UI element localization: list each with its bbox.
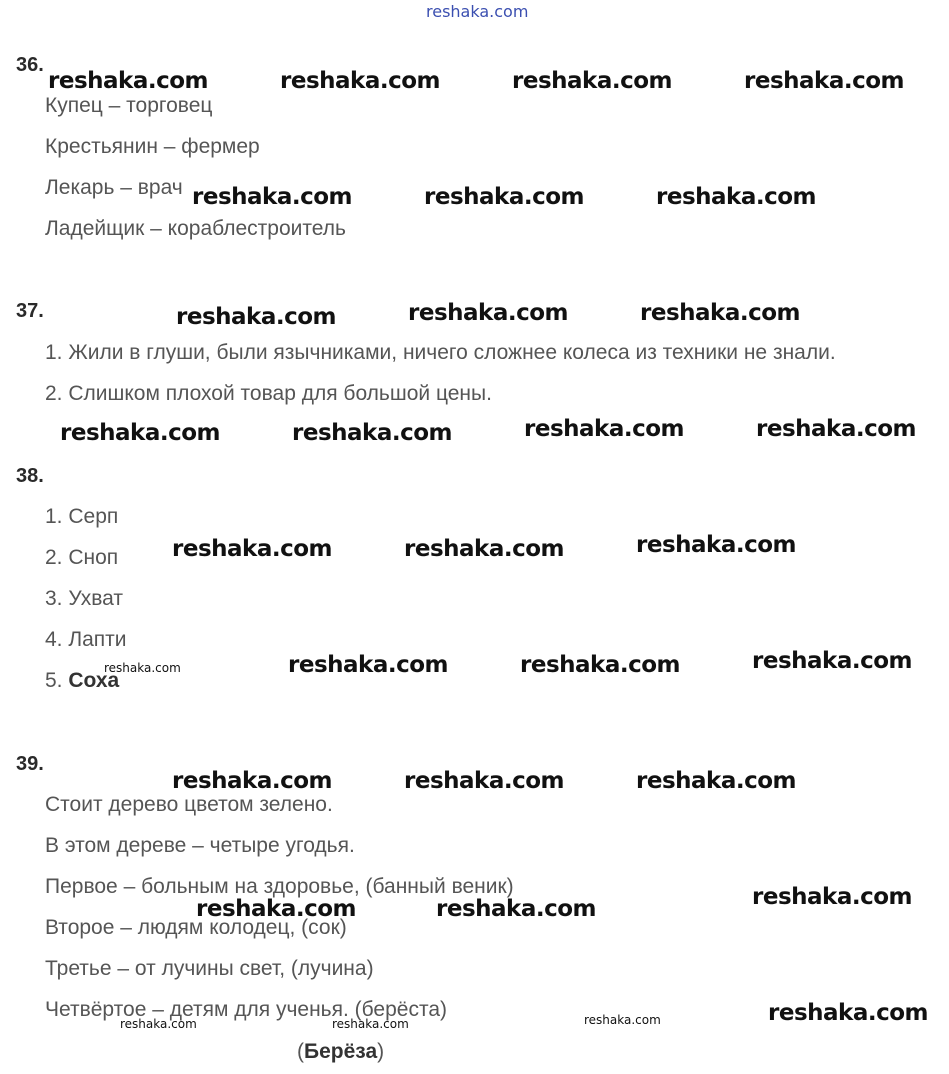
watermark: reshaka.com <box>196 896 356 922</box>
watermark-small: reshaka.com <box>332 1017 409 1031</box>
watermark: reshaka.com <box>768 1000 928 1026</box>
watermark: reshaka.com <box>408 300 568 326</box>
section-39-line-4: Второе – людям колодец, (сок) <box>45 916 347 939</box>
section-38-line-4: 4. Лапти <box>45 628 127 651</box>
watermark: reshaka.com <box>404 536 564 562</box>
section-37-number: 37. <box>16 300 44 322</box>
watermark: reshaka.com <box>656 184 816 210</box>
section-39-line-6: Четвёртое – детям для ученья. (берёста) <box>45 998 448 1021</box>
watermark: reshaka.com <box>436 896 596 922</box>
section-39-answer <box>297 1040 384 1064</box>
section-37-line-2: 2. Слишком плохой товар для большой цены. <box>45 382 492 405</box>
section-36-number: 36. <box>16 54 44 76</box>
section-37-line-1: 1. Жили в глуши, были язычниками, ничего сложнее колеса из техники не знали. <box>45 341 836 364</box>
section-39-line-5: Третье – от лучины свет, (лучина) <box>45 957 374 980</box>
watermark: reshaka.com <box>172 536 332 562</box>
section-39-number: 39. <box>16 753 44 775</box>
watermark: reshaka.com <box>520 652 680 678</box>
section-39-line-3: Первое – больным на здоровье, (банный веник) <box>45 875 514 898</box>
watermark: reshaka.com <box>292 420 452 446</box>
watermark: reshaka.com <box>744 68 904 94</box>
section-38-line-3: 3. Ухват <box>45 587 124 610</box>
section-38-line-2: 2. Сноп <box>45 546 119 569</box>
watermark: reshaka.com <box>512 68 672 94</box>
watermark: reshaka.com <box>280 68 440 94</box>
section-39-answer-close: ) <box>377 1040 385 1063</box>
watermark: reshaka.com <box>48 68 208 94</box>
watermark: reshaka.com <box>636 768 796 794</box>
section-39-line-1: Стоит дерево цветом зелено. <box>45 793 333 816</box>
section-36-line-3: Лекарь – врач <box>45 176 183 199</box>
section-38-line-5-prefix: 5. <box>45 669 69 692</box>
section-36-line-1: Купец – торговец <box>45 94 213 117</box>
section-38-line-5-bold: Соха <box>68 669 120 692</box>
site-header-link[interactable]: reshaka.com <box>426 2 529 21</box>
watermark: reshaka.com <box>756 416 916 442</box>
watermark: reshaka.com <box>524 416 684 442</box>
section-38-number: 38. <box>16 465 44 487</box>
watermark-small: reshaka.com <box>104 661 181 675</box>
watermark: reshaka.com <box>752 648 912 674</box>
watermark: reshaka.com <box>640 300 800 326</box>
section-39-answer-open: ( <box>297 1040 304 1063</box>
watermark: reshaka.com <box>192 184 352 210</box>
section-36-line-4: Ладейщик – кораблестроитель <box>45 217 346 240</box>
watermark: reshaka.com <box>404 768 564 794</box>
section-39-line-2: В этом дереве – четыре угодья. <box>45 834 355 857</box>
watermark: reshaka.com <box>172 768 332 794</box>
watermark-small: reshaka.com <box>120 1017 197 1031</box>
watermark: reshaka.com <box>60 420 220 446</box>
section-36-line-2: Крестьянин – фермер <box>45 135 260 158</box>
watermark: reshaka.com <box>176 304 336 330</box>
watermark: reshaka.com <box>288 652 448 678</box>
watermark: reshaka.com <box>752 884 912 910</box>
section-38-line-1: 1. Серп <box>45 505 119 528</box>
watermark: reshaka.com <box>636 532 796 558</box>
watermark-small: reshaka.com <box>584 1013 661 1027</box>
section-39-answer-bold: Берёза <box>304 1040 378 1063</box>
watermark: reshaka.com <box>424 184 584 210</box>
